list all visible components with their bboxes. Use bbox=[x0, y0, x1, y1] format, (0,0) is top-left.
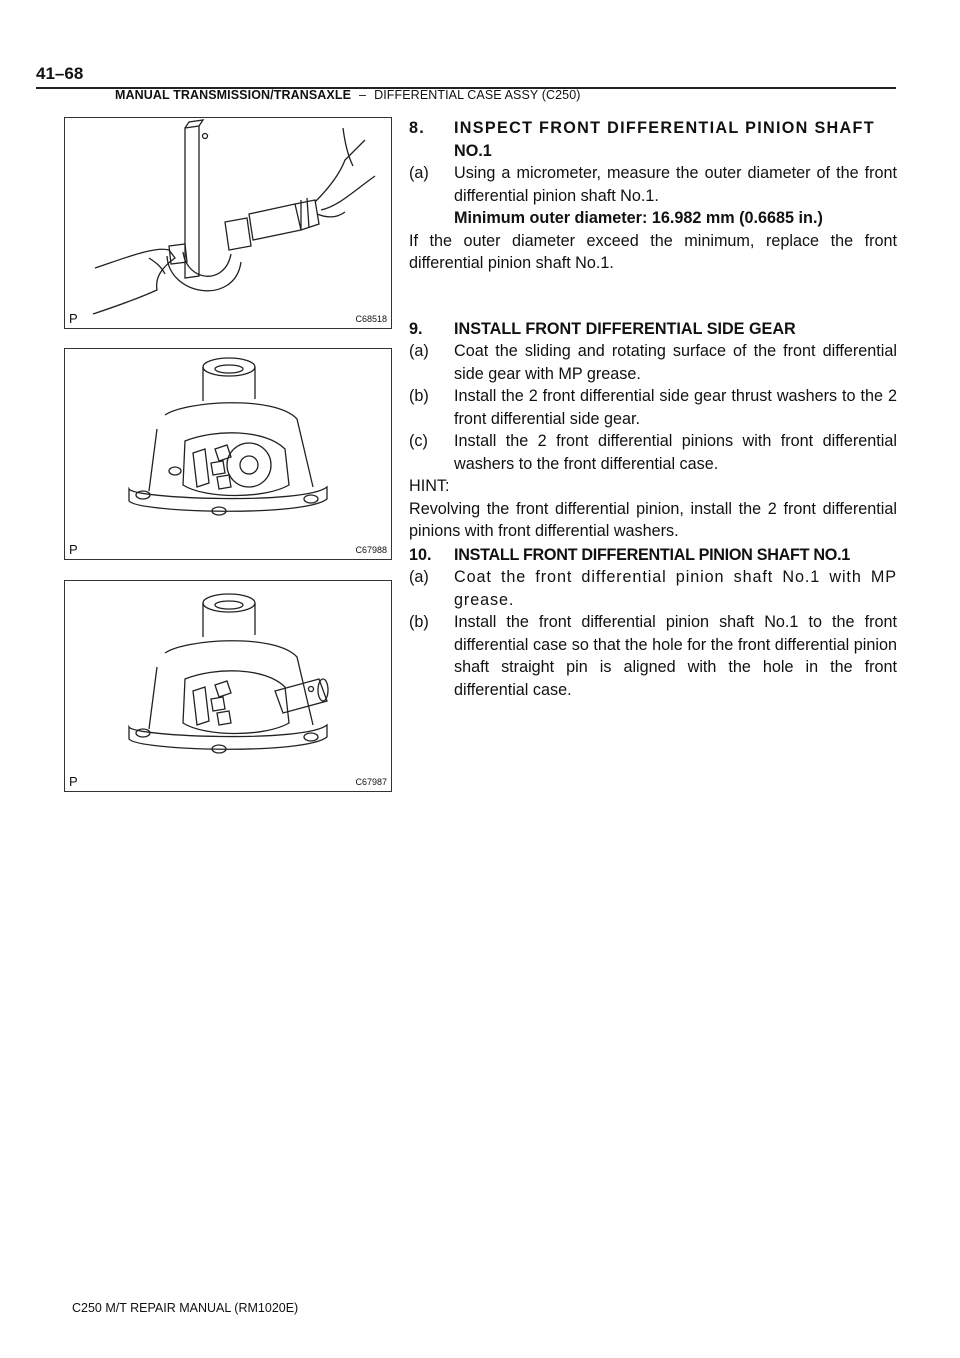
figure-label: P bbox=[69, 774, 78, 789]
item-text: Install the front differential pinion shaft No.1 to the front differential case so that the hole for the front differential pinion shaft straight pin is aligned with the hole in the front differential case. bbox=[454, 613, 897, 699]
figure-label: P bbox=[69, 311, 78, 326]
item-label: (a) bbox=[409, 164, 429, 182]
step-title: INSTALL FRONT DIFFERENTIAL PINION SHAFT NO.1 bbox=[454, 545, 850, 564]
header-rule bbox=[36, 87, 896, 89]
step-8-note: If the outer diameter exceed the minimum, replace the front differential pinion shaft No.1. bbox=[409, 231, 897, 272]
procedure-content bbox=[409, 117, 897, 701]
page-number: 41–68 bbox=[36, 64, 84, 83]
step-title-line-1: INSPECT FRONT DIFFERENTIAL PINION SHAFT bbox=[454, 119, 875, 137]
item-text: Using a micrometer, measure the outer diameter of the front differential pinion shaft No.1. bbox=[454, 164, 897, 205]
step-9-heading bbox=[409, 318, 897, 341]
step-number: 10. bbox=[409, 545, 432, 564]
item-text: Install the 2 front differential side gear thrust washers to the 2 front differential side gear. bbox=[454, 387, 897, 428]
step-8-item-a bbox=[409, 162, 897, 207]
step-10-heading bbox=[409, 544, 897, 567]
footer-manual-id: C250 M/T REPAIR MANUAL (RM1020E) bbox=[72, 1301, 299, 1315]
step-number: 9. bbox=[409, 319, 423, 338]
step-title-line-2: NO.1 bbox=[454, 141, 492, 160]
item-label: (b) bbox=[409, 387, 429, 405]
step-8-heading bbox=[409, 117, 897, 162]
step-title: INSTALL FRONT DIFFERENTIAL SIDE GEAR bbox=[454, 319, 796, 338]
spec-minimum-outer-diameter: Minimum outer diameter: 16.982 mm (0.6685 in.) bbox=[454, 209, 823, 227]
item-text: Install the 2 front differential pinions with front differential washers to the front differential case. bbox=[454, 432, 897, 473]
item-label: (a) bbox=[409, 342, 429, 360]
item-label: (a) bbox=[409, 568, 429, 586]
section-header bbox=[115, 88, 581, 102]
item-label: (c) bbox=[409, 432, 428, 450]
step-title bbox=[454, 117, 875, 162]
item-label: (b) bbox=[409, 613, 429, 631]
item-text: Coat the front differential pinion shaft No.1 with MP grease. bbox=[454, 568, 897, 609]
differential-case-illustration bbox=[65, 349, 391, 559]
section-title: MANUAL TRANSMISSION/TRANSAXLE bbox=[115, 88, 352, 102]
header-separator: – bbox=[359, 88, 367, 102]
step-number: 8. bbox=[409, 119, 426, 137]
figure-code: C67987 bbox=[355, 777, 387, 787]
figure-code: C67988 bbox=[355, 545, 387, 555]
hint-text: Revolving the front differential pinion, install the 2 front differential pinions with front differential washers. bbox=[409, 499, 897, 540]
subsection-title: DIFFERENTIAL CASE ASSY (C250) bbox=[374, 88, 581, 102]
step-9-item-a bbox=[409, 340, 897, 385]
figure-micrometer bbox=[64, 117, 392, 329]
figure-label: P bbox=[69, 542, 78, 557]
pinion-shaft-illustration bbox=[65, 581, 391, 791]
figure-code: C68518 bbox=[355, 314, 387, 324]
step-10-item-a bbox=[409, 566, 897, 611]
item-text: Coat the sliding and rotating surface of the front differential side gear with MP grease. bbox=[454, 342, 897, 383]
figure-side-gear bbox=[64, 348, 392, 560]
step-9-item-c bbox=[409, 430, 897, 475]
figure-pinion-shaft bbox=[64, 580, 392, 792]
micrometer-illustration bbox=[65, 118, 391, 328]
step-9-item-b bbox=[409, 385, 897, 430]
hint-label: HINT: bbox=[409, 477, 450, 495]
step-10-item-b bbox=[409, 611, 897, 701]
